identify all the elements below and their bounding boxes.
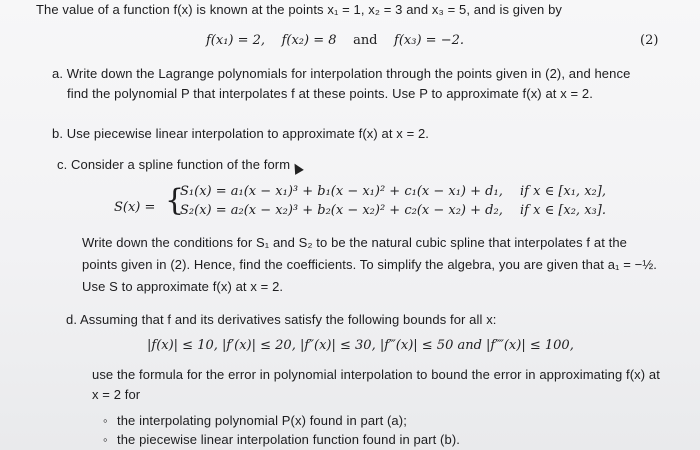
part-c-text1: Write down the conditions for S₁ and S₂ to be the natural cubic spline that interpolates f at the xyxy=(82,235,627,250)
bullet-icon: ◦ xyxy=(103,432,108,447)
spline-row2-expr: S₂(x) = a₂(x − x₂)³ + b₂(x − x₂)² + c₂(x − x₂) + d₂, xyxy=(180,203,503,218)
given-values xyxy=(206,33,464,48)
spline-lhs xyxy=(114,200,155,215)
spline-row2-cond xyxy=(520,203,606,218)
part-d-bounds xyxy=(147,338,574,353)
part-c-text2: points given in (2). Hence, find the coefficients. To simplify the algebra, you are given that a₁ = −½. xyxy=(82,257,657,272)
bullet-icon: ◦ xyxy=(103,413,108,428)
bullet-text-1: the interpolating polynomial P(x) found in part (a); xyxy=(117,413,407,428)
spline-row1 xyxy=(180,184,503,199)
spline-row2-cond-text: if x ∈ [x₂, x₃]. xyxy=(520,203,606,218)
bullet-item-1 xyxy=(103,413,407,428)
left-brace: { xyxy=(165,183,185,218)
spline-row1-cond-text: if x ∈ [x₁, x₂], xyxy=(520,184,606,199)
bullet-text-2: the piecewise linear interpolation function found in part (b). xyxy=(117,432,460,447)
given-and: and xyxy=(353,33,378,48)
bounds-expr: |f(x)| ≤ 10, |f′(x)| ≤ 20, |f″(x)| ≤ 30, |f‴(x)| ≤ 50 and |f⁗(x)| ≤ 100, xyxy=(147,338,574,353)
intro-line: The value of a function f(x) is known at the points x₁ = 1, x₂ = 3 and x₃ = 5, and is given by xyxy=(36,2,562,17)
given-f1: f(x₁) = 2, xyxy=(206,33,266,48)
part-c-text3: Use S to approximate f(x) at x = 2. xyxy=(82,279,284,294)
bullet-item-2 xyxy=(103,432,460,447)
part-a-line2: find the polynomial P that interpolates f at these points. Use P to approximate f(x) at x = 2. xyxy=(67,86,593,101)
given-f2: f(x₂) = 8 xyxy=(281,33,337,48)
part-b-text: b. Use piecewise linear interpolation to approximate f(x) at x = 2. xyxy=(52,126,430,141)
part-d-intro: d. Assuming that f and its derivatives satisfy the following bounds for all x: xyxy=(66,312,497,327)
spline-row1-cond xyxy=(520,184,606,199)
part-d-text2: x = 2 for xyxy=(92,387,141,402)
given-f3: f(x₃) = −2. xyxy=(394,33,464,48)
spline-row1-expr: S₁(x) = a₁(x − x₁)³ + b₁(x − x₁)² + c₁(x − x₁) + d₁, xyxy=(180,184,503,199)
mouse-cursor-icon xyxy=(290,161,304,175)
spline-lhs-text: S(x) = xyxy=(114,200,156,215)
spline-row2 xyxy=(180,203,503,218)
equation-number: (2) xyxy=(640,33,659,48)
part-a-line1: a. Write down the Lagrange polynomials for interpolation through the points given in (2), and hence xyxy=(52,66,631,81)
part-c-intro: c. Consider a spline function of the form xyxy=(57,157,291,172)
part-d-text1: use the formula for the error in polynomial interpolation to bound the error in approximating f(x) at xyxy=(92,367,660,382)
